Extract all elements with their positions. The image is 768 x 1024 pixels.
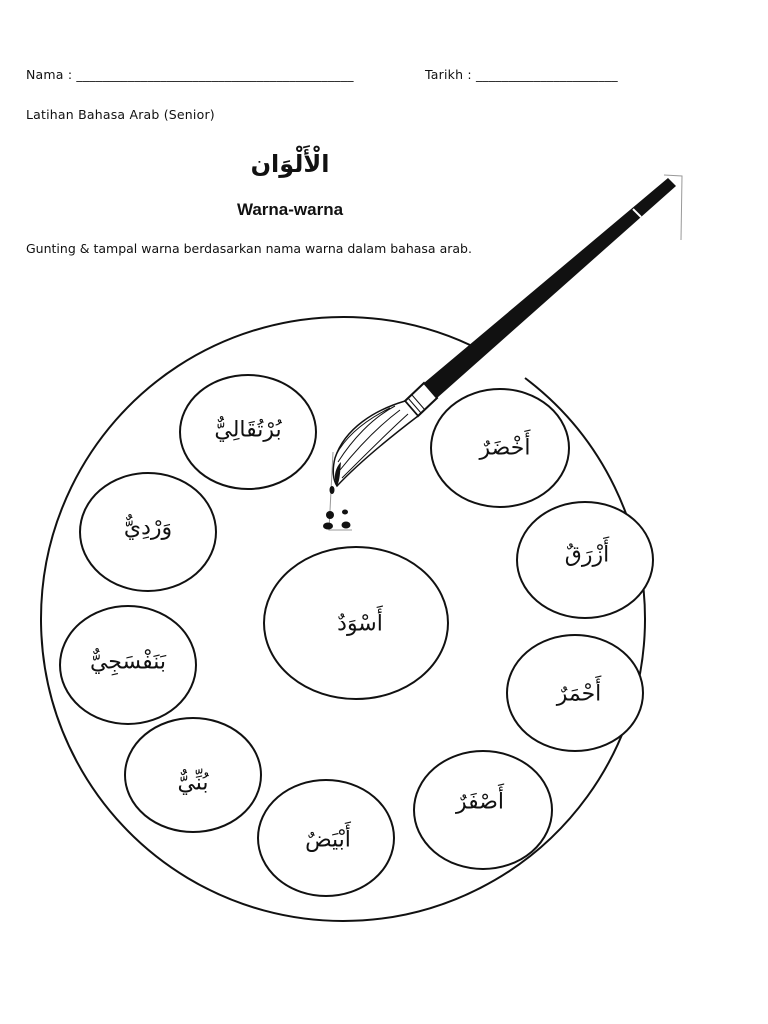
subject-label: Latihan Bahasa Arab (Senior) (26, 107, 215, 122)
color-word-green: أَخْضَرٌ (479, 435, 531, 461)
color-word-white: أَبْيَضٌ (305, 827, 351, 853)
page-title: Warna-warna (236, 200, 344, 219)
color-word-blue: أَزْرَقٌ (564, 542, 610, 568)
color-word-orange: بُرْتُقَالِيٌّ (214, 417, 282, 443)
color-word-red: أَحْمَرٌ (556, 681, 602, 707)
instruction-text: Gunting & tampal warna berdasarkan nama warna dalam bahasa arab. (26, 241, 472, 256)
color-word-pink: وَرْدِيٌّ (123, 515, 173, 541)
date-field-label: Tarikh : ______________________ (425, 67, 618, 82)
color-word-yellow: أَصْفَرٌ (455, 789, 505, 815)
name-field-label: Nama : ___________________________________________ (26, 67, 354, 82)
color-word-purple: بَنَفْسَجِيٌّ (89, 649, 167, 675)
color-word-black: أَسْوَدٌ (337, 611, 383, 637)
arabic-title: الْأَلْوَان (250, 150, 330, 178)
color-word-brown: بُنِّيٌّ (177, 770, 209, 796)
